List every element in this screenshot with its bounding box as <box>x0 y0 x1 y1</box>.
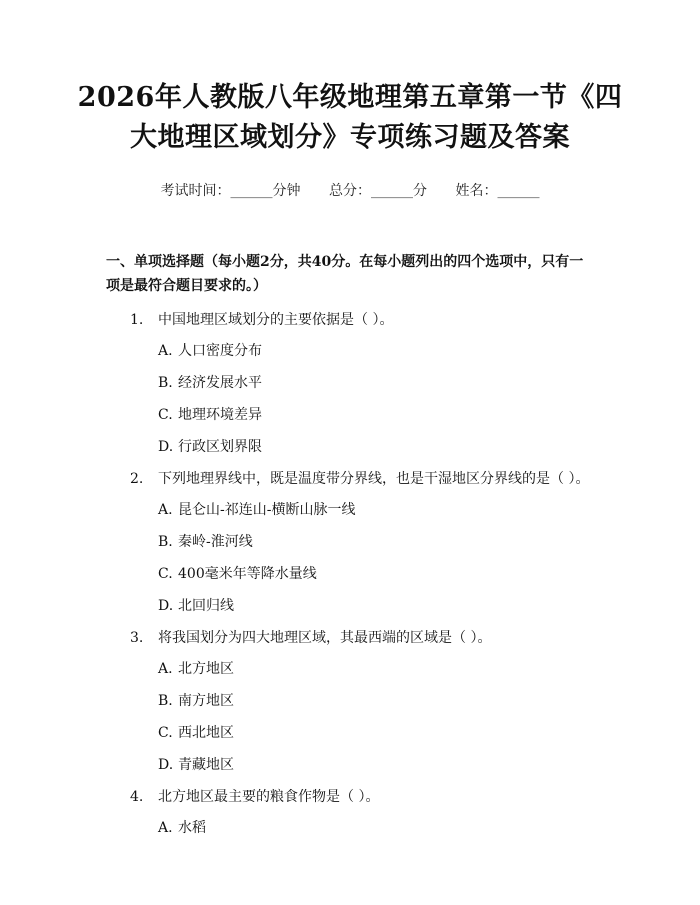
question-number: 1. <box>130 312 144 328</box>
question-text: 将我国划分为四大地理区域，其最西端的区域是（ ）。 <box>158 630 492 646</box>
option-letter: B. <box>158 534 173 550</box>
option-text: 北回归线 <box>178 598 234 614</box>
question-number: 2. <box>130 471 144 487</box>
option <box>158 565 600 583</box>
option-text: 地理环境差异 <box>178 407 262 423</box>
question-text: 中国地理区域划分的主要依据是（ ）。 <box>158 312 394 328</box>
option <box>158 374 600 392</box>
option-text: 昆仑山-祁连山-横断山脉一线 <box>178 502 356 518</box>
question-item <box>130 788 600 837</box>
question-stem <box>130 470 600 488</box>
option-letter: D. <box>158 757 174 773</box>
question-text: 北方地区最主要的粮食作物是（ ）。 <box>158 789 380 805</box>
exam-time: 考试时间：______分钟 <box>160 183 301 199</box>
question-stem <box>130 629 600 647</box>
option-letter: A. <box>158 343 173 359</box>
option-letter: C. <box>158 407 173 423</box>
option-text: 行政区划界限 <box>178 439 262 455</box>
question-item <box>130 629 600 774</box>
option <box>158 724 600 742</box>
option <box>158 692 600 710</box>
option-text: 北方地区 <box>178 661 234 677</box>
option <box>158 438 600 456</box>
option-letter: C. <box>158 566 173 582</box>
option <box>158 501 600 519</box>
question-number: 3. <box>130 630 144 646</box>
option-letter: C. <box>158 725 173 741</box>
option-text: 400毫米年等降水量线 <box>178 566 317 582</box>
document-title: 2026年人教版八年级地理第五章第一节《四大地理区域划分》专项练习题及答案 <box>77 82 623 153</box>
option-text: 西北地区 <box>178 725 234 741</box>
option-text: 秦岭-淮河线 <box>178 534 253 550</box>
exam-meta <box>0 180 700 200</box>
option-text: 青藏地区 <box>178 757 234 773</box>
exam-score: 总分：______分 <box>329 183 427 199</box>
question-number: 4. <box>130 789 144 805</box>
question-item <box>130 470 600 615</box>
option-text: 人口密度分布 <box>178 343 262 359</box>
option-letter: D. <box>158 598 174 614</box>
option-letter: B. <box>158 693 173 709</box>
option-letter: D. <box>158 439 174 455</box>
question-text: 下列地理界线中，既是温度带分界线，也是干湿地区分界线的是（ ）。 <box>158 471 590 487</box>
option <box>158 406 600 424</box>
question-list <box>130 311 600 837</box>
option <box>158 342 600 360</box>
option-text: 南方地区 <box>178 693 234 709</box>
question-stem <box>130 788 600 806</box>
option-text: 经济发展水平 <box>178 375 262 391</box>
option <box>158 660 600 678</box>
option <box>158 533 600 551</box>
option <box>158 756 600 774</box>
option-letter: A. <box>158 661 173 677</box>
option <box>158 597 600 615</box>
student-name: 姓名：______ <box>455 183 540 199</box>
question-item <box>130 311 600 456</box>
option-letter: B. <box>158 375 173 391</box>
section-heading: 一、单项选择题（每小题2分，共40分。在每小题列出的四个选项中，只有一项是最符合题目要求的。） <box>106 254 584 294</box>
option-letter: A. <box>158 502 173 518</box>
option <box>158 819 600 837</box>
question-stem <box>130 311 600 329</box>
option-letter: A. <box>158 820 173 836</box>
option-text: 水稻 <box>178 820 206 836</box>
